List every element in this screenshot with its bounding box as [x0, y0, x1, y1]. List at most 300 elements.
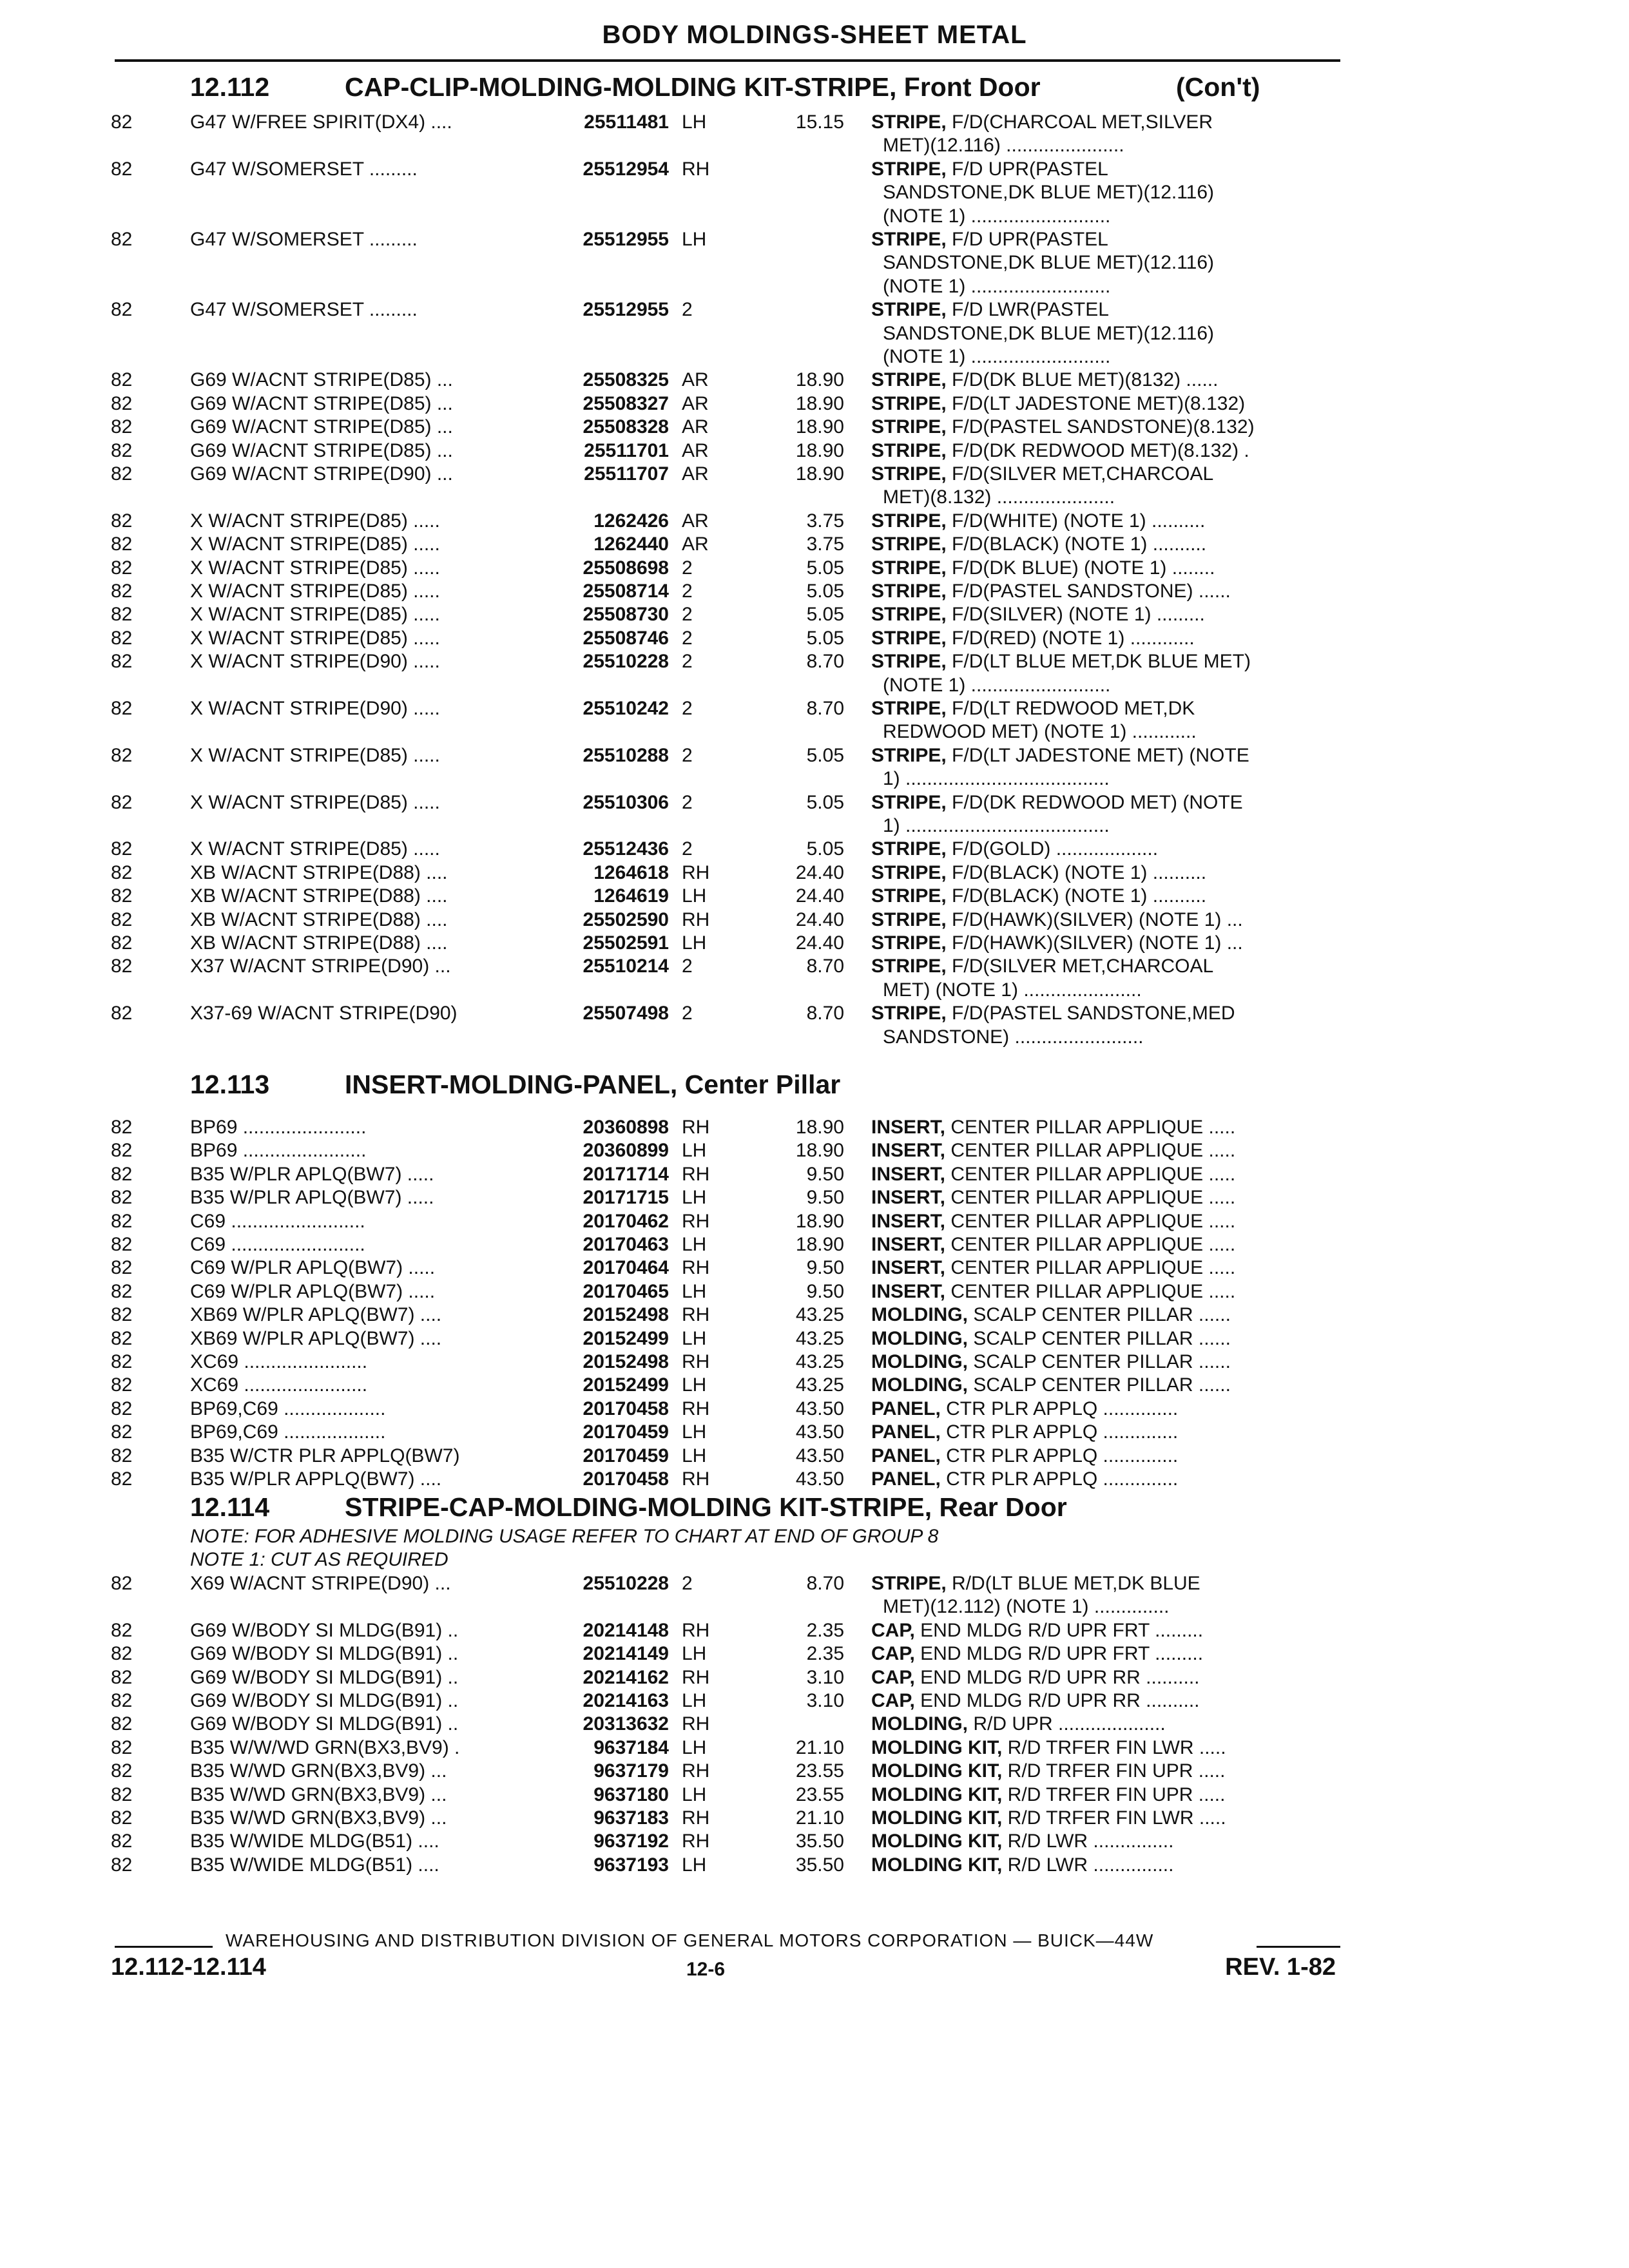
section-heading-12-113	[190, 1070, 840, 1100]
model-description: X W/ACNT STRIPE(D90) .....	[190, 651, 440, 673]
table-row	[0, 1642, 1629, 1666]
quantity: LH	[682, 1854, 707, 1876]
price: 18.90	[795, 1140, 844, 1162]
price: 5.05	[806, 627, 844, 649]
table-row	[0, 603, 1629, 626]
part-keyword: STRIPE,	[871, 111, 947, 133]
part-keyword: STRIPE,	[871, 604, 947, 626]
model-year: 82	[111, 392, 133, 414]
price: 2.35	[806, 1643, 844, 1665]
quantity: 2	[682, 698, 693, 719]
quantity: 2	[682, 299, 693, 321]
part-detail: R/D LWR ...............	[1002, 1831, 1174, 1852]
model-description: XC69 .......................	[190, 1351, 368, 1372]
part-detail: CTR PLR APPLQ ..............	[940, 1445, 1179, 1466]
model-year: 82	[111, 1003, 133, 1024]
model-description: X W/ACNT STRIPE(D85) .....	[190, 744, 440, 766]
part-description	[871, 1689, 1200, 1713]
price: 43.25	[795, 1351, 844, 1372]
page-header: BODY MOLDINGS-SHEET METAL	[602, 21, 1027, 49]
model-description: G69 W/ACNT STRIPE(D85) ...	[190, 392, 453, 414]
part-keyword: STRIPE,	[871, 392, 947, 414]
table-row	[0, 838, 1629, 861]
model-description: B35 W/CTR PLR APPLQ(BW7)	[190, 1445, 460, 1466]
part-number: 25507498	[583, 1003, 669, 1024]
part-detail: R/D TRFER FIN LWR .....	[1002, 1807, 1226, 1829]
part-number: 9637192	[593, 1831, 669, 1852]
part-description	[871, 1830, 1173, 1853]
part-keyword: STRIPE,	[871, 158, 947, 180]
description-continuation	[0, 1595, 1629, 1619]
price: 18.90	[795, 463, 844, 485]
part-description-continued: 1) ......................................	[883, 815, 1110, 836]
part-number: 25502590	[583, 908, 669, 930]
part-detail: SCALP CENTER PILLAR ......	[968, 1327, 1231, 1349]
part-number: 20214163	[583, 1690, 669, 1711]
part-keyword: STRIPE,	[871, 838, 947, 860]
part-number: 25510242	[583, 698, 669, 719]
price: 9.50	[806, 1257, 844, 1279]
table-row	[0, 1280, 1629, 1303]
section-continued: (Con't)	[1176, 72, 1260, 102]
part-keyword: STRIPE,	[871, 463, 947, 485]
part-detail: R/D TRFER FIN LWR .....	[1002, 1736, 1226, 1758]
part-number: 20214148	[583, 1619, 669, 1641]
part-description	[871, 1116, 1235, 1139]
table-row	[0, 1854, 1629, 1877]
part-description	[871, 580, 1231, 603]
quantity: RH	[682, 1304, 710, 1326]
table-row	[0, 1736, 1629, 1760]
model-year: 82	[111, 932, 133, 954]
part-description	[871, 1619, 1203, 1642]
model-description: B35 W/WD GRN(BX3,BV9) ...	[190, 1807, 447, 1829]
part-description-continued: REDWOOD MET) (NOTE 1) ............	[883, 721, 1197, 743]
part-keyword: CAP,	[871, 1690, 915, 1711]
part-description-continued: MET) (NOTE 1) ......................	[883, 979, 1142, 1001]
section-title: CAP-CLIP-MOLDING-MOLDING KIT-STRIPE, Front Door	[345, 72, 1041, 102]
price: 18.90	[795, 369, 844, 391]
part-keyword: INSERT,	[871, 1117, 946, 1138]
part-detail: R/D(LT BLUE MET,DK BLUE	[946, 1573, 1200, 1594]
section-number: 12.113	[190, 1070, 270, 1099]
part-number: 20170464	[583, 1257, 669, 1279]
part-keyword: STRIPE,	[871, 533, 947, 555]
price: 15.15	[795, 111, 844, 133]
quantity: LH	[682, 1736, 707, 1758]
part-detail: SCALP CENTER PILLAR ......	[968, 1304, 1231, 1326]
table-row	[0, 1163, 1629, 1186]
part-number: 20214162	[583, 1666, 669, 1688]
part-detail: R/D UPR ....................	[968, 1713, 1166, 1735]
model-year: 82	[111, 1619, 133, 1641]
part-keyword: STRIPE,	[871, 627, 947, 649]
part-description	[871, 603, 1205, 626]
table-row	[0, 1186, 1629, 1209]
quantity: LH	[682, 1445, 707, 1466]
part-number: 20170462	[583, 1210, 669, 1232]
part-keyword: STRIPE,	[871, 932, 947, 954]
part-description	[871, 1807, 1226, 1830]
table-row	[0, 1116, 1629, 1139]
model-year: 82	[111, 1643, 133, 1665]
model-description: G47 W/SOMERSET .........	[190, 229, 418, 250]
part-description	[871, 1642, 1203, 1666]
table-row	[0, 861, 1629, 885]
part-keyword: MOLDING,	[871, 1374, 968, 1396]
part-description	[871, 111, 1213, 134]
table-row	[0, 1421, 1629, 1444]
description-continuation	[0, 767, 1629, 791]
quantity: RH	[682, 1163, 710, 1185]
part-description	[871, 416, 1255, 439]
part-keyword: MOLDING KIT,	[871, 1831, 1003, 1852]
quantity: RH	[682, 1351, 710, 1372]
table-row	[0, 369, 1629, 392]
part-keyword: STRIPE,	[871, 1573, 947, 1594]
price: 5.05	[806, 581, 844, 602]
quantity: RH	[682, 1760, 710, 1782]
part-detail: CENTER PILLAR APPLIQUE .....	[945, 1163, 1236, 1185]
part-keyword: STRIPE,	[871, 791, 947, 813]
part-number: 25510288	[583, 744, 669, 766]
price: 2.35	[806, 1619, 844, 1641]
quantity: RH	[682, 1117, 710, 1138]
table-row	[0, 1572, 1629, 1595]
section-title: STRIPE-CAP-MOLDING-MOLDING KIT-STRIPE, Rear Door	[345, 1492, 1067, 1522]
model-year: 82	[111, 1163, 133, 1185]
model-year: 82	[111, 1421, 133, 1443]
price: 8.70	[806, 1003, 844, 1024]
model-year: 82	[111, 1760, 133, 1782]
footer-revision: REV. 1-82	[1225, 1954, 1336, 1981]
model-year: 82	[111, 111, 133, 133]
table-row	[0, 932, 1629, 955]
part-detail: F/D(LT REDWOOD MET,DK	[946, 698, 1195, 719]
footer-division-text: WAREHOUSING AND DISTRIBUTION DIVISION OF GENERAL MOTORS CORPORATION — BUICK—44W	[226, 1930, 1154, 1950]
model-year: 82	[111, 627, 133, 649]
model-year: 82	[111, 1468, 133, 1490]
quantity: 2	[682, 651, 693, 673]
table-row	[0, 885, 1629, 908]
part-number: 25510306	[583, 791, 669, 813]
part-detail: F/D(BLACK) (NOTE 1) ..........	[946, 533, 1207, 555]
price: 8.70	[806, 1573, 844, 1594]
part-number: 25508327	[583, 392, 669, 414]
section-heading-12-112	[190, 72, 1260, 102]
part-description	[871, 1280, 1235, 1303]
model-description: BP69,C69 ...................	[190, 1398, 386, 1419]
part-keyword: PANEL,	[871, 1445, 941, 1466]
table-row	[0, 1619, 1629, 1642]
quantity: 2	[682, 791, 693, 813]
price: 18.90	[795, 392, 844, 414]
quantity: LH	[682, 1421, 707, 1443]
part-description	[871, 1163, 1235, 1186]
part-number: 20170465	[583, 1280, 669, 1302]
part-keyword: STRIPE,	[871, 299, 947, 321]
description-continuation	[0, 720, 1629, 744]
price: 3.10	[806, 1666, 844, 1688]
price: 43.50	[795, 1468, 844, 1490]
part-keyword: STRIPE,	[871, 416, 947, 438]
model-year: 82	[111, 369, 133, 391]
part-number: 20152498	[583, 1304, 669, 1326]
part-detail: F/D(LT BLUE MET,DK BLUE MET)	[946, 651, 1251, 673]
table-row	[0, 463, 1629, 486]
quantity: 2	[682, 604, 693, 626]
table-row	[0, 158, 1629, 181]
quantity: 2	[682, 838, 693, 860]
part-description	[871, 1572, 1200, 1595]
part-detail: F/D(RED) (NOTE 1) ............	[946, 627, 1195, 649]
model-year: 82	[111, 299, 133, 321]
model-description: X W/ACNT STRIPE(D85) .....	[190, 838, 440, 860]
quantity: LH	[682, 932, 707, 954]
model-year: 82	[111, 229, 133, 250]
header-rule	[115, 59, 1340, 62]
part-description	[871, 1713, 1166, 1736]
part-description	[871, 861, 1206, 885]
table-row	[0, 1139, 1629, 1162]
model-description: XB69 W/PLR APLQ(BW7) ....	[190, 1327, 442, 1349]
table-row	[0, 580, 1629, 603]
price: 24.40	[795, 885, 844, 907]
quantity: LH	[682, 1187, 707, 1209]
part-detail: R/D TRFER FIN UPR .....	[1002, 1783, 1226, 1805]
table-row	[0, 791, 1629, 814]
section-heading-12-114	[190, 1492, 1067, 1523]
part-description	[871, 744, 1249, 767]
part-keyword: STRIPE,	[871, 651, 947, 673]
part-number: 1264618	[593, 861, 669, 883]
model-description: G47 W/SOMERSET .........	[190, 299, 418, 321]
part-number: 25511701	[584, 439, 669, 461]
model-description: X W/ACNT STRIPE(D85) .....	[190, 533, 440, 555]
quantity: LH	[682, 1783, 707, 1805]
model-year: 82	[111, 1783, 133, 1805]
part-keyword: STRIPE,	[871, 698, 947, 719]
price: 43.25	[795, 1304, 844, 1326]
model-year: 82	[111, 744, 133, 766]
table-row	[0, 510, 1629, 533]
part-description-continued: (NOTE 1) ..........................	[883, 674, 1111, 696]
model-description: B35 W/PLR APPLQ(BW7) ....	[190, 1468, 442, 1490]
part-description	[871, 697, 1195, 720]
quantity: AR	[682, 533, 709, 555]
price: 21.10	[795, 1736, 844, 1758]
part-number: 1262426	[593, 510, 669, 532]
table-row	[0, 1783, 1629, 1807]
part-keyword: INSERT,	[871, 1163, 946, 1185]
part-keyword: STRIPE,	[871, 861, 947, 883]
section-title: INSERT-MOLDING-PANEL, Center Pillar	[345, 1070, 841, 1099]
part-detail: F/D(PASTEL SANDSTONE)(8.132)	[946, 416, 1255, 438]
part-description	[871, 369, 1218, 392]
quantity: RH	[682, 908, 710, 930]
model-year: 82	[111, 885, 133, 907]
quantity: RH	[682, 1807, 710, 1829]
quantity: 2	[682, 627, 693, 649]
model-year: 82	[111, 1327, 133, 1349]
model-year: 82	[111, 698, 133, 719]
price: 35.50	[795, 1854, 844, 1876]
part-description	[871, 439, 1249, 463]
price: 9.50	[806, 1187, 844, 1209]
part-keyword: CAP,	[871, 1643, 915, 1665]
part-description	[871, 1256, 1235, 1280]
quantity: AR	[682, 392, 709, 414]
quantity: 2	[682, 1003, 693, 1024]
quantity: AR	[682, 510, 709, 532]
model-year: 82	[111, 651, 133, 673]
part-detail: F/D LWR(PASTEL	[946, 299, 1109, 321]
part-detail: F/D(PASTEL SANDSTONE,MED	[946, 1003, 1235, 1024]
part-number: 20170458	[583, 1398, 669, 1419]
part-detail: F/D(DK REDWOOD MET) (NOTE	[946, 791, 1243, 813]
part-detail: F/D(DK BLUE) (NOTE 1) ........	[946, 557, 1215, 579]
model-year: 82	[111, 1234, 133, 1255]
part-description	[871, 885, 1206, 908]
model-description: BP69 .......................	[190, 1140, 367, 1162]
table-row	[0, 697, 1629, 720]
section-number: 12.114	[190, 1492, 270, 1522]
part-keyword: STRIPE,	[871, 885, 947, 907]
part-number: 25512955	[583, 299, 669, 321]
model-year: 82	[111, 1280, 133, 1302]
quantity: RH	[682, 1398, 710, 1419]
model-description: B35 W/WD GRN(BX3,BV9) ...	[190, 1760, 447, 1782]
model-description: XB W/ACNT STRIPE(D88) ....	[190, 861, 448, 883]
description-continuation	[0, 181, 1629, 204]
model-description: C69 .........................	[190, 1210, 365, 1232]
part-number: 1262440	[593, 533, 669, 555]
model-description: G47 W/SOMERSET .........	[190, 158, 418, 180]
part-description-continued: MET)(12.112) (NOTE 1) ..............	[883, 1596, 1170, 1618]
price: 18.90	[795, 1210, 844, 1232]
part-detail: END MLDG R/D UPR RR ..........	[914, 1690, 1200, 1711]
model-description: XB W/ACNT STRIPE(D88) ....	[190, 932, 448, 954]
table-row	[0, 1210, 1629, 1233]
part-keyword: INSERT,	[871, 1280, 946, 1302]
part-detail: SCALP CENTER PILLAR ......	[968, 1374, 1231, 1396]
part-number: 20171715	[583, 1187, 669, 1209]
quantity: LH	[682, 1643, 707, 1665]
part-keyword: STRIPE,	[871, 1003, 947, 1024]
part-description	[871, 908, 1243, 932]
price: 18.90	[795, 416, 844, 438]
model-year: 82	[111, 861, 133, 883]
part-keyword: MOLDING KIT,	[871, 1807, 1003, 1829]
part-detail: F/D(WHITE) (NOTE 1) ..........	[946, 510, 1206, 532]
model-description: BP69,C69 ...................	[190, 1421, 386, 1443]
quantity: RH	[682, 1619, 710, 1641]
part-keyword: MOLDING,	[871, 1304, 968, 1326]
model-description: X W/ACNT STRIPE(D90) .....	[190, 698, 440, 719]
part-number: 25508730	[583, 604, 669, 626]
part-description	[871, 838, 1158, 861]
table-row	[0, 557, 1629, 580]
part-description	[871, 650, 1251, 673]
part-description	[871, 1327, 1231, 1350]
part-keyword: STRIPE,	[871, 956, 947, 977]
model-description: G69 W/BODY SI MLDG(B91) ..	[190, 1643, 459, 1665]
model-year: 82	[111, 908, 133, 930]
table-row	[0, 1002, 1629, 1025]
part-number: 25508328	[583, 416, 669, 438]
quantity: AR	[682, 439, 709, 461]
price: 23.55	[795, 1783, 844, 1805]
table-row	[0, 1760, 1629, 1783]
description-continuation	[0, 251, 1629, 274]
part-detail: F/D(SILVER MET,CHARCOAL	[946, 463, 1214, 485]
price: 18.90	[795, 1234, 844, 1255]
part-description-continued: SANDSTONE) ........................	[883, 1026, 1144, 1048]
part-number: 25512436	[583, 838, 669, 860]
model-description: B35 W/WIDE MLDG(B51) ....	[190, 1831, 439, 1852]
part-number: 20313632	[583, 1713, 669, 1735]
part-detail: F/D(DK REDWOOD MET)(8.132) .	[946, 439, 1249, 461]
table-row	[0, 439, 1629, 463]
quantity: LH	[682, 1374, 707, 1396]
part-detail: SCALP CENTER PILLAR ......	[968, 1351, 1231, 1372]
model-description: BP69 .......................	[190, 1117, 367, 1138]
model-year: 82	[111, 1140, 133, 1162]
part-description	[871, 1303, 1231, 1327]
model-year: 82	[111, 1187, 133, 1209]
quantity: LH	[682, 111, 707, 133]
part-number: 20360899	[583, 1140, 669, 1162]
part-description	[871, 557, 1215, 580]
part-detail: CENTER PILLAR APPLIQUE .....	[945, 1210, 1236, 1232]
part-number: 20170459	[583, 1421, 669, 1443]
price: 3.10	[806, 1690, 844, 1711]
description-continuation	[0, 814, 1629, 838]
model-year: 82	[111, 956, 133, 977]
model-description: G69 W/BODY SI MLDG(B91) ..	[190, 1713, 459, 1735]
price: 21.10	[795, 1807, 844, 1829]
part-number: 20152498	[583, 1351, 669, 1372]
model-year: 82	[111, 1807, 133, 1829]
price: 5.05	[806, 604, 844, 626]
model-description: X W/ACNT STRIPE(D85) .....	[190, 627, 440, 649]
note-cut: NOTE 1: CUT AS REQUIRED	[190, 1549, 448, 1570]
part-description	[871, 392, 1245, 416]
model-year: 82	[111, 1854, 133, 1876]
price: 43.50	[795, 1398, 844, 1419]
part-keyword: STRIPE,	[871, 744, 947, 766]
part-detail: F/D UPR(PASTEL	[946, 158, 1108, 180]
quantity: RH	[682, 1210, 710, 1232]
model-description: XB W/ACNT STRIPE(D88) ....	[190, 908, 448, 930]
table-row	[0, 1327, 1629, 1350]
model-year: 82	[111, 1713, 133, 1735]
part-detail: END MLDG R/D UPR RR ..........	[914, 1666, 1200, 1688]
model-description: B35 W/PLR APLQ(BW7) .....	[190, 1163, 434, 1185]
description-continuation	[0, 1026, 1629, 1049]
model-year: 82	[111, 158, 133, 180]
quantity: LH	[682, 229, 707, 250]
part-number: 25511481	[584, 111, 669, 133]
part-detail: F/D(HAWK)(SILVER) (NOTE 1) ...	[946, 932, 1243, 954]
quantity: LH	[682, 1280, 707, 1302]
part-number: 9637184	[593, 1736, 669, 1758]
model-description: X37 W/ACNT STRIPE(D90) ...	[190, 956, 451, 977]
part-number: 9637183	[593, 1807, 669, 1829]
description-continuation	[0, 205, 1629, 228]
part-detail: R/D LWR ...............	[1002, 1854, 1174, 1876]
part-description-continued: (NOTE 1) ..........................	[883, 346, 1111, 367]
